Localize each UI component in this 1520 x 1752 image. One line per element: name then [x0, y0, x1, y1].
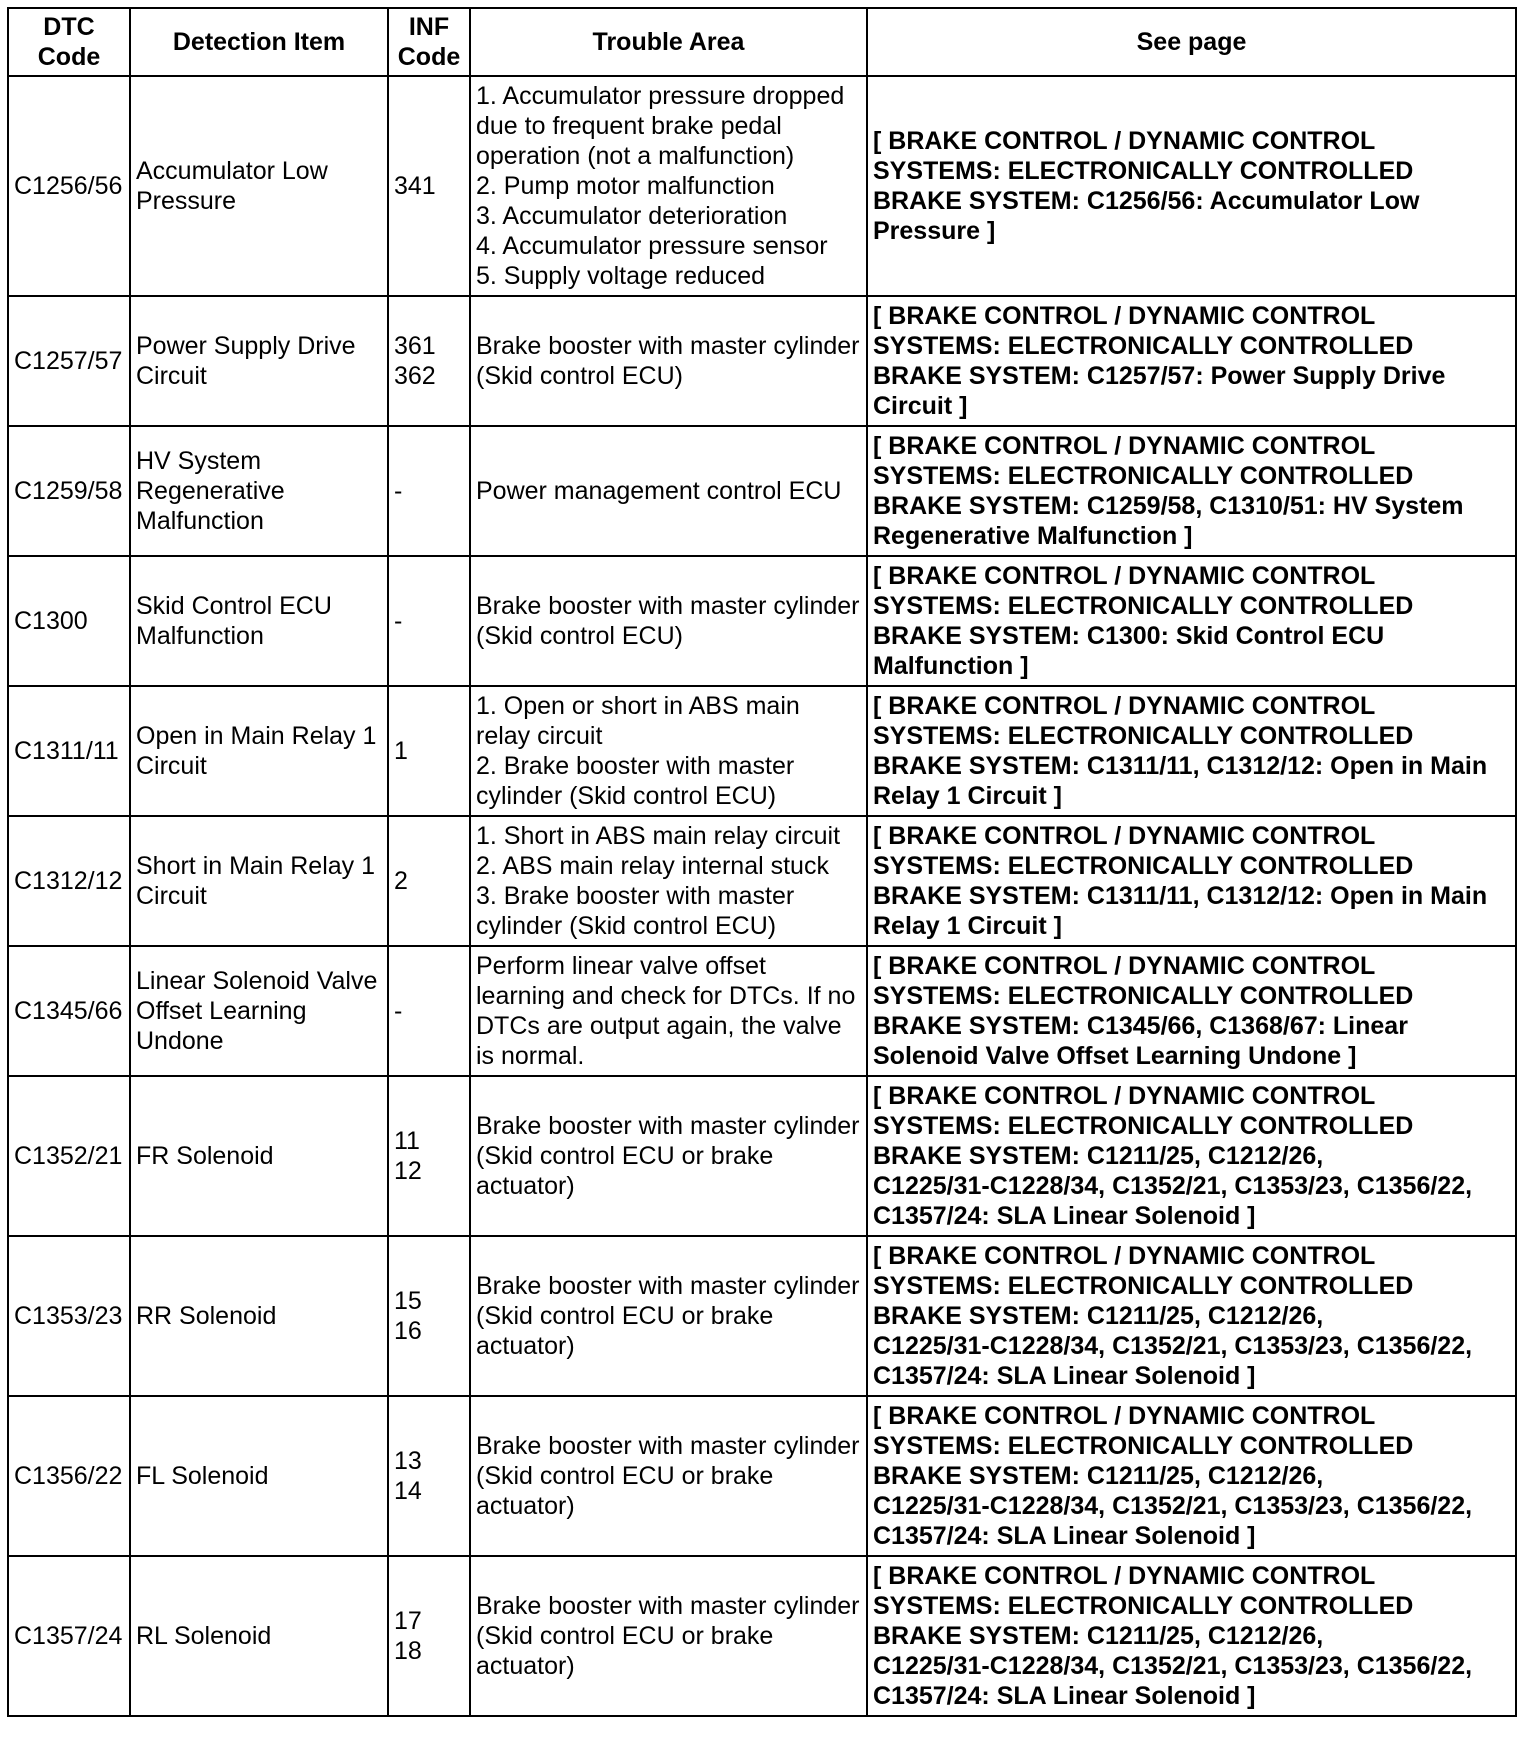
table-row [8, 946, 1516, 1076]
cell-detection-item-line: Linear Solenoid Valve [136, 967, 378, 995]
cell-trouble-area-line: Brake booster with master cylinder [476, 592, 860, 620]
cell-see-page [867, 426, 1516, 556]
cell-trouble-area-line: due to frequent brake pedal [476, 112, 782, 140]
cell-trouble-area [470, 1396, 867, 1556]
cell-see-page-line: [ BRAKE CONTROL / DYNAMIC CONTROL [873, 1402, 1376, 1430]
cell-detection-item-line: Pressure [136, 187, 237, 215]
cell-dtc-code: C1259/58 [8, 426, 130, 556]
cell-see-page-line: C1357/24: SLA Linear Solenoid ] [873, 1362, 1256, 1390]
cell-see-page-line: Solenoid Valve Offset Learning Undone ] [873, 1042, 1357, 1070]
header-dtc-line: DTC [43, 13, 95, 41]
cell-inf-code-line: 12 [394, 1157, 422, 1185]
cell-detection-item-line: Circuit [136, 882, 207, 910]
cell-trouble-area-line: actuator) [476, 1172, 575, 1200]
cell-detection-item [130, 556, 388, 686]
cell-detection-item [130, 686, 388, 816]
cell-detection-item [130, 1556, 388, 1716]
cell-see-page [867, 1396, 1516, 1556]
cell-inf-code [388, 426, 470, 556]
cell-see-page-line: [ BRAKE CONTROL / DYNAMIC CONTROL [873, 302, 1376, 330]
cell-detection-item-line: Regenerative [136, 477, 285, 505]
cell-see-page-line: SYSTEMS: ELECTRONICALLY CONTROLLED [873, 1112, 1414, 1140]
cell-see-page-line: Circuit ] [873, 392, 968, 420]
cell-detection-item-line: Undone [136, 1027, 224, 1055]
cell-detection-item-line: RL Solenoid [136, 1622, 272, 1650]
cell-detection-item-line: Short in Main Relay 1 [136, 852, 376, 880]
cell-trouble-area [470, 946, 867, 1076]
table-row [8, 686, 1516, 816]
cell-inf-code-line: 17 [394, 1607, 422, 1635]
cell-trouble-area [470, 76, 867, 296]
cell-see-page [867, 1236, 1516, 1396]
cell-see-page-line: [ BRAKE CONTROL / DYNAMIC CONTROL [873, 952, 1376, 980]
cell-trouble-area-line: relay circuit [476, 722, 603, 750]
cell-inf-code-line: - [394, 607, 403, 635]
cell-see-page-line: C1357/24: SLA Linear Solenoid ] [873, 1682, 1256, 1710]
cell-see-page [867, 946, 1516, 1076]
cell-detection-item-line: RR Solenoid [136, 1302, 277, 1330]
header-trouble-area: Trouble Area [470, 8, 867, 76]
cell-see-page [867, 816, 1516, 946]
cell-inf-code-line: 2 [394, 867, 408, 895]
cell-trouble-area-line: DTCs are output again, the valve [476, 1012, 842, 1040]
cell-inf-code-line: 1 [394, 737, 408, 765]
cell-see-page-line: Regenerative Malfunction ] [873, 522, 1193, 550]
cell-trouble-area-line: Brake booster with master cylinder [476, 1272, 860, 1300]
cell-detection-item-line: HV System [136, 447, 262, 475]
cell-detection-item-line: FR Solenoid [136, 1142, 274, 1170]
header-dtc-code [8, 8, 130, 76]
table-body [8, 76, 1516, 1716]
table-row [8, 426, 1516, 556]
cell-trouble-area-line: operation (not a malfunction) [476, 142, 795, 170]
cell-trouble-area [470, 1076, 867, 1236]
cell-dtc-code: C1257/57 [8, 296, 130, 426]
cell-detection-item [130, 76, 388, 296]
cell-see-page-line: C1357/24: SLA Linear Solenoid ] [873, 1522, 1256, 1550]
dtc-table [7, 7, 1517, 1717]
table-row [8, 816, 1516, 946]
cell-inf-code [388, 1076, 470, 1236]
cell-see-page-line: SYSTEMS: ELECTRONICALLY CONTROLLED [873, 592, 1414, 620]
cell-dtc-code: C1353/23 [8, 1236, 130, 1396]
cell-trouble-area-line: is normal. [476, 1042, 585, 1070]
header-row [8, 8, 1516, 76]
cell-see-page-line: Pressure ] [873, 217, 996, 245]
cell-inf-code-line: 13 [394, 1447, 422, 1475]
cell-see-page-line: SYSTEMS: ELECTRONICALLY CONTROLLED [873, 722, 1414, 750]
cell-detection-item [130, 1236, 388, 1396]
cell-inf-code [388, 1396, 470, 1556]
cell-see-page-line: C1225/31-C1228/34, C1352/21, C1353/23, C1356/22, [873, 1492, 1473, 1520]
header-dtc-line: Code [37, 43, 101, 71]
cell-see-page [867, 1076, 1516, 1236]
cell-detection-item [130, 296, 388, 426]
cell-trouble-area-line: 3. Accumulator deterioration [476, 202, 788, 230]
cell-see-page-line: Malfunction ] [873, 652, 1029, 680]
cell-see-page-line: BRAKE SYSTEM: C1211/25, C1212/26, [873, 1622, 1324, 1650]
cell-trouble-area-line: 1. Short in ABS main relay circuit [476, 822, 841, 850]
cell-see-page-line: SYSTEMS: ELECTRONICALLY CONTROLLED [873, 1592, 1414, 1620]
cell-trouble-area [470, 1236, 867, 1396]
cell-inf-code [388, 1556, 470, 1716]
cell-see-page-line: [ BRAKE CONTROL / DYNAMIC CONTROL [873, 1562, 1376, 1590]
cell-see-page [867, 76, 1516, 296]
cell-trouble-area-line: cylinder (Skid control ECU) [476, 912, 777, 940]
cell-see-page-line: SYSTEMS: ELECTRONICALLY CONTROLLED [873, 462, 1414, 490]
cell-inf-code [388, 686, 470, 816]
table-row [8, 1076, 1516, 1236]
header-inf-line: INF [408, 13, 450, 41]
cell-see-page-line: SYSTEMS: ELECTRONICALLY CONTROLLED [873, 982, 1414, 1010]
cell-inf-code [388, 946, 470, 1076]
cell-inf-code-line: 18 [394, 1637, 422, 1665]
cell-see-page-line: BRAKE SYSTEM: C1345/66, C1368/67: Linear [873, 1012, 1408, 1040]
cell-see-page-line: BRAKE SYSTEM: C1300: Skid Control ECU [873, 622, 1385, 650]
cell-inf-code-line: 341 [394, 172, 436, 200]
cell-dtc-code: C1256/56 [8, 76, 130, 296]
header-see-page: See page [867, 8, 1516, 76]
cell-dtc-code: C1352/21 [8, 1076, 130, 1236]
cell-dtc-code: C1300 [8, 556, 130, 686]
cell-trouble-area-line: cylinder (Skid control ECU) [476, 782, 777, 810]
cell-inf-code [388, 296, 470, 426]
cell-detection-item-line: Malfunction [136, 622, 264, 650]
cell-inf-code-line: - [394, 477, 403, 505]
cell-detection-item [130, 426, 388, 556]
cell-see-page-line: Relay 1 Circuit ] [873, 912, 1062, 940]
cell-see-page [867, 556, 1516, 686]
cell-dtc-code: C1357/24 [8, 1556, 130, 1716]
cell-detection-item-line: Skid Control ECU [136, 592, 332, 620]
cell-see-page-line: [ BRAKE CONTROL / DYNAMIC CONTROL [873, 692, 1376, 720]
table-row [8, 1556, 1516, 1716]
cell-see-page [867, 686, 1516, 816]
cell-see-page-line: SYSTEMS: ELECTRONICALLY CONTROLLED [873, 1432, 1414, 1460]
cell-see-page-line: [ BRAKE CONTROL / DYNAMIC CONTROL [873, 1242, 1376, 1270]
cell-trouble-area-line: (Skid control ECU or brake [476, 1462, 774, 1490]
table-row [8, 1236, 1516, 1396]
cell-trouble-area-line: (Skid control ECU) [476, 622, 683, 650]
cell-inf-code [388, 1236, 470, 1396]
cell-inf-code [388, 556, 470, 686]
cell-trouble-area [470, 1556, 867, 1716]
cell-see-page-line: C1225/31-C1228/34, C1352/21, C1353/23, C1356/22, [873, 1332, 1473, 1360]
cell-trouble-area-line: Brake booster with master cylinder [476, 332, 860, 360]
cell-trouble-area-line: Power management control ECU [476, 477, 842, 505]
cell-see-page-line: Relay 1 Circuit ] [873, 782, 1062, 810]
cell-detection-item-line: Power Supply Drive [136, 332, 356, 360]
cell-trouble-area [470, 296, 867, 426]
cell-trouble-area-line: actuator) [476, 1652, 575, 1680]
cell-trouble-area-line: Brake booster with master cylinder [476, 1432, 860, 1460]
cell-detection-item [130, 946, 388, 1076]
cell-inf-code-line: 362 [394, 362, 436, 390]
cell-see-page-line: C1225/31-C1228/34, C1352/21, C1353/23, C1356/22, [873, 1652, 1473, 1680]
cell-trouble-area-line: 2. ABS main relay internal stuck [476, 852, 829, 880]
cell-inf-code [388, 76, 470, 296]
cell-see-page-line: BRAKE SYSTEM: C1256/56: Accumulator Low [873, 187, 1420, 215]
cell-trouble-area-line: 2. Pump motor malfunction [476, 172, 775, 200]
cell-trouble-area-line: actuator) [476, 1332, 575, 1360]
cell-detection-item-line: Circuit [136, 752, 207, 780]
cell-trouble-area [470, 686, 867, 816]
cell-trouble-area-line: (Skid control ECU or brake [476, 1302, 774, 1330]
cell-trouble-area-line: Brake booster with master cylinder [476, 1112, 860, 1140]
cell-see-page-line: [ BRAKE CONTROL / DYNAMIC CONTROL [873, 562, 1376, 590]
cell-trouble-area [470, 426, 867, 556]
header-detection-item: Detection Item [130, 8, 388, 76]
cell-trouble-area-line: 1. Open or short in ABS main [476, 692, 800, 720]
cell-trouble-area-line: Perform linear valve offset [476, 952, 766, 980]
cell-see-page-line: BRAKE SYSTEM: C1211/25, C1212/26, [873, 1302, 1324, 1330]
cell-detection-item [130, 1076, 388, 1236]
cell-detection-item-line: Circuit [136, 362, 207, 390]
cell-trouble-area-line: actuator) [476, 1492, 575, 1520]
cell-trouble-area-line: Brake booster with master cylinder [476, 1592, 860, 1620]
cell-inf-code-line: - [394, 997, 403, 1025]
cell-see-page-line: C1225/31-C1228/34, C1352/21, C1353/23, C1356/22, [873, 1172, 1473, 1200]
cell-inf-code-line: 15 [394, 1287, 422, 1315]
cell-inf-code-line: 361 [394, 332, 436, 360]
cell-see-page-line: SYSTEMS: ELECTRONICALLY CONTROLLED [873, 1272, 1414, 1300]
cell-trouble-area-line: 3. Brake booster with master [476, 882, 795, 910]
header-inf-code [388, 8, 470, 76]
cell-see-page-line: BRAKE SYSTEM: C1257/57: Power Supply Drive [873, 362, 1446, 390]
cell-see-page-line: BRAKE SYSTEM: C1211/25, C1212/26, [873, 1462, 1324, 1490]
cell-see-page-line: [ BRAKE CONTROL / DYNAMIC CONTROL [873, 432, 1376, 460]
cell-trouble-area-line: 4. Accumulator pressure sensor [476, 232, 828, 260]
cell-see-page [867, 296, 1516, 426]
cell-inf-code-line: 16 [394, 1317, 422, 1345]
cell-detection-item-line: Offset Learning [136, 997, 307, 1025]
cell-see-page-line: BRAKE SYSTEM: C1311/11, C1312/12: Open in Main [873, 882, 1488, 910]
cell-trouble-area-line: 2. Brake booster with master [476, 752, 795, 780]
cell-see-page-line: BRAKE SYSTEM: C1311/11, C1312/12: Open in Main [873, 752, 1488, 780]
cell-trouble-area-line: (Skid control ECU) [476, 362, 683, 390]
cell-dtc-code: C1356/22 [8, 1396, 130, 1556]
cell-detection-item-line: FL Solenoid [136, 1462, 269, 1490]
cell-inf-code-line: 11 [394, 1127, 420, 1155]
cell-detection-item-line: Open in Main Relay 1 [136, 722, 377, 750]
cell-inf-code [388, 816, 470, 946]
cell-see-page-line: [ BRAKE CONTROL / DYNAMIC CONTROL [873, 822, 1376, 850]
cell-trouble-area-line: (Skid control ECU or brake [476, 1142, 774, 1170]
cell-see-page-line: BRAKE SYSTEM: C1211/25, C1212/26, [873, 1142, 1324, 1170]
cell-see-page-line: [ BRAKE CONTROL / DYNAMIC CONTROL [873, 1082, 1376, 1110]
cell-see-page [867, 1556, 1516, 1716]
cell-dtc-code: C1312/12 [8, 816, 130, 946]
cell-detection-item [130, 1396, 388, 1556]
table-row [8, 556, 1516, 686]
cell-trouble-area [470, 816, 867, 946]
cell-see-page-line: SYSTEMS: ELECTRONICALLY CONTROLLED [873, 157, 1414, 185]
cell-trouble-area-line: 1. Accumulator pressure dropped [476, 82, 845, 110]
cell-detection-item-line: Malfunction [136, 507, 264, 535]
cell-see-page-line: [ BRAKE CONTROL / DYNAMIC CONTROL [873, 127, 1376, 155]
table-row [8, 1396, 1516, 1556]
cell-see-page-line: BRAKE SYSTEM: C1259/58, C1310/51: HV System [873, 492, 1464, 520]
cell-trouble-area-line: (Skid control ECU or brake [476, 1622, 774, 1650]
cell-see-page-line: SYSTEMS: ELECTRONICALLY CONTROLLED [873, 852, 1414, 880]
cell-dtc-code: C1311/11 [8, 686, 130, 816]
cell-trouble-area-line: 5. Supply voltage reduced [476, 262, 766, 290]
cell-trouble-area-line: learning and check for DTCs. If no [476, 982, 856, 1010]
cell-detection-item [130, 816, 388, 946]
table-row [8, 296, 1516, 426]
cell-inf-code-line: 14 [394, 1477, 422, 1505]
table-row [8, 76, 1516, 296]
cell-trouble-area [470, 556, 867, 686]
cell-detection-item-line: Accumulator Low [136, 157, 328, 185]
cell-dtc-code: C1345/66 [8, 946, 130, 1076]
cell-see-page-line: C1357/24: SLA Linear Solenoid ] [873, 1202, 1256, 1230]
header-inf-line: Code [397, 43, 461, 71]
cell-see-page-line: SYSTEMS: ELECTRONICALLY CONTROLLED [873, 332, 1414, 360]
